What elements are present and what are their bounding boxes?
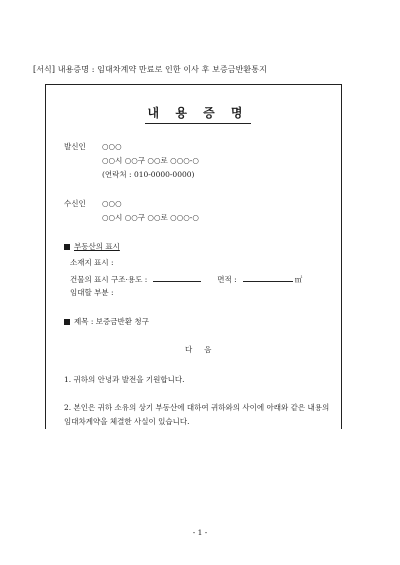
sender-label: 발신인 xyxy=(64,142,86,151)
square-bullet-icon xyxy=(64,244,70,250)
page-number: - 1 - xyxy=(192,528,208,537)
property-area-label: 면적 : xyxy=(217,275,237,284)
recipient-label: 수신인 xyxy=(64,199,86,208)
item-2: 2. 본인은 귀하 소유의 상기 부동산에 대하여 귀하와의 사이에 아래와 같은 내용의 xyxy=(64,403,330,412)
item-1: 1. 귀하의 안녕과 발전을 기원합니다. xyxy=(64,375,185,384)
property-heading-text: 부동산의 표시 xyxy=(74,242,120,251)
area-blank-line xyxy=(243,274,293,282)
document-title: 내 용 증 명 xyxy=(145,104,251,124)
subject-row xyxy=(64,318,149,326)
property-building-label: 건물의 표시 구조·용도 : xyxy=(70,275,148,284)
subject-text: 제목 : 보증금반환 청구 xyxy=(74,317,149,326)
item-2-continued: 임대차계약을 체결한 사실이 있습니다. xyxy=(64,417,190,426)
recipient-address: ○○시 ○○구 ○○로 ○○○-○ xyxy=(102,213,199,222)
recipient-name: ○○○ xyxy=(102,199,122,208)
building-blank-line xyxy=(153,274,201,282)
property-building-row xyxy=(70,274,302,284)
da-eum-heading: 다 음 xyxy=(185,345,212,354)
document-form-label: [서식] 내용증명 : 임대차계약 만료로 인한 이사 후 보증금반환통지 xyxy=(33,65,267,74)
property-heading xyxy=(64,243,120,251)
sender-address: ○○시 ○○구 ○○로 ○○○-○ xyxy=(102,156,199,165)
property-leased-part: 임대할 부분 : xyxy=(70,288,114,297)
sender-name: ○○○ xyxy=(102,142,122,151)
square-bullet-icon xyxy=(64,319,70,325)
property-area-unit: ㎡ xyxy=(294,275,303,284)
sender-contact: (연락처 : 010-0000-0000) xyxy=(102,170,195,179)
property-location: 소재지 표시 : xyxy=(70,258,114,267)
